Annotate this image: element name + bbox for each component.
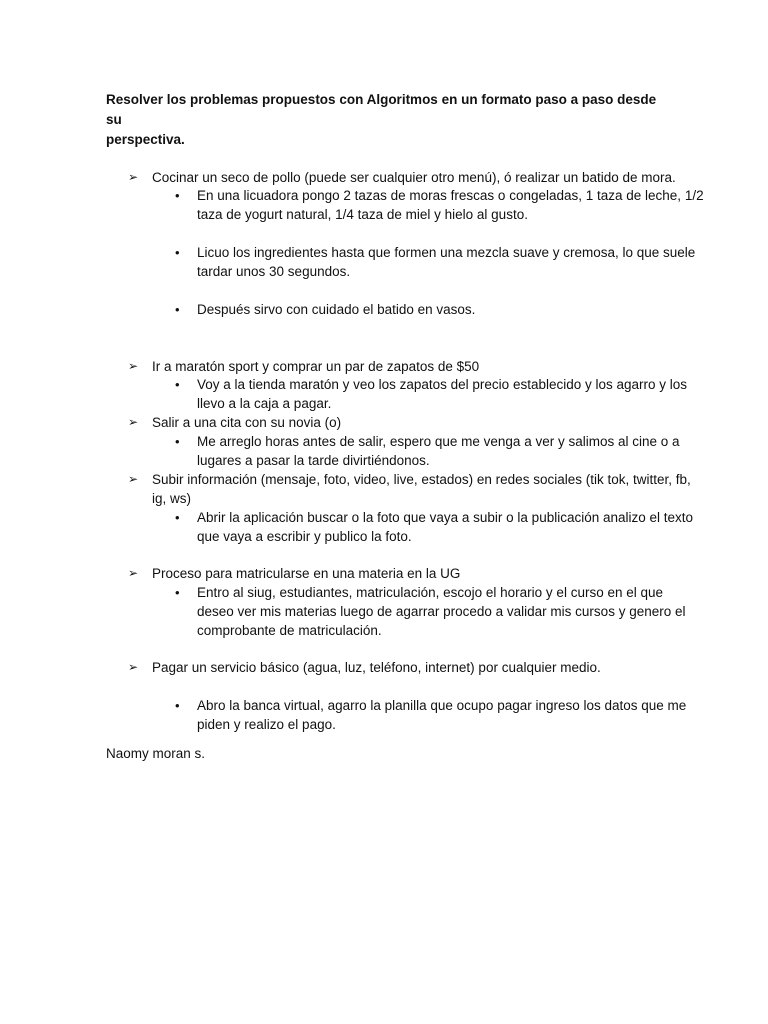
bullet-dot-icon: •	[175, 245, 180, 260]
item-text: Cocinar un seco de pollo (puede ser cualquier otro menú), ó realizar un batido de mora.	[152, 170, 676, 185]
bullet-text: llevo a la caja a pagar.	[197, 396, 332, 411]
bullet-dot-icon: •	[175, 377, 180, 392]
bullet-dot-icon: •	[175, 698, 180, 713]
bullet-text: comprobante de matriculación.	[197, 623, 382, 638]
arrow-bullet-icon: ➢	[128, 660, 139, 674]
bullet-text: Me arreglo horas antes de salir, espero que me venga a ver y salimos al cine o a	[197, 434, 680, 449]
bullet-dot-icon: •	[175, 585, 180, 600]
bullet-dot-icon: •	[175, 188, 180, 203]
bullet-text: Abro la banca virtual, agarro la planilla que ocupo pagar ingreso los datos que me	[197, 698, 687, 713]
arrow-bullet-icon: ➢	[128, 359, 139, 373]
item-text: Pagar un servicio básico (agua, luz, teléfono, internet) por cualquier medio.	[152, 660, 601, 675]
bullet-text: deseo ver mis materias luego de agarrar procedo a validar mis cursos y genero el	[197, 604, 686, 619]
arrow-bullet-icon: ➢	[128, 415, 139, 429]
bullet-text: piden y realizo el pago.	[197, 717, 336, 732]
bullet-dot-icon: •	[175, 434, 180, 449]
bullet-text: En una licuadora pongo 2 tazas de moras frescas o congeladas, 1 taza de leche, 1/2	[197, 188, 704, 203]
bullet-text: Licuo los ingredientes hasta que formen una mezcla suave y cremosa, lo que suele	[197, 245, 696, 260]
item-text: Subir información (mensaje, foto, video, live, estados) en redes sociales (tik tok, twitter, fb,	[152, 472, 691, 487]
bullet-text: taza de yogurt natural, 1/4 taza de miel y hielo al gusto.	[197, 207, 528, 222]
title-line: perspectiva.	[106, 132, 185, 147]
item-text: ig, ws)	[152, 491, 192, 506]
signature: Naomy moran s.	[106, 746, 206, 761]
bullet-text: Después sirvo con cuidado el batido en vasos.	[197, 302, 476, 317]
bullet-text: Entro al siug, estudiantes, matriculación, escojo el horario y el curso en el que	[197, 585, 664, 600]
arrow-bullet-icon: ➢	[128, 472, 139, 486]
bullet-text: que vaya a escribir y publico la foto.	[197, 529, 412, 544]
item-text: Salir a una cita con su novia (o)	[152, 415, 342, 430]
bullet-dot-icon: •	[175, 510, 180, 525]
arrow-bullet-icon: ➢	[128, 170, 139, 184]
bullet-text: tardar unos 30 segundos.	[197, 264, 351, 279]
item-text: Proceso para matricularse en una materia en la UG	[152, 566, 461, 581]
bullet-text: Voy a la tienda maratón y veo los zapatos del precio establecido y los agarro y los	[197, 377, 688, 392]
document-title	[106, 90, 666, 150]
title-line: Resolver los problemas propuestos con Algoritmos en un formato paso a paso desde su	[106, 92, 657, 127]
bullet-text: Abrir la aplicación buscar o la foto que vaya a subir o la publicación analizo el texto	[197, 510, 694, 525]
bullet-dot-icon: •	[175, 302, 180, 317]
bullet-text: lugares a pasar la tarde divirtiéndonos.	[197, 453, 430, 468]
arrow-bullet-icon: ➢	[128, 566, 139, 580]
item-text: Ir a maratón sport y comprar un par de zapatos de $50	[152, 359, 480, 374]
